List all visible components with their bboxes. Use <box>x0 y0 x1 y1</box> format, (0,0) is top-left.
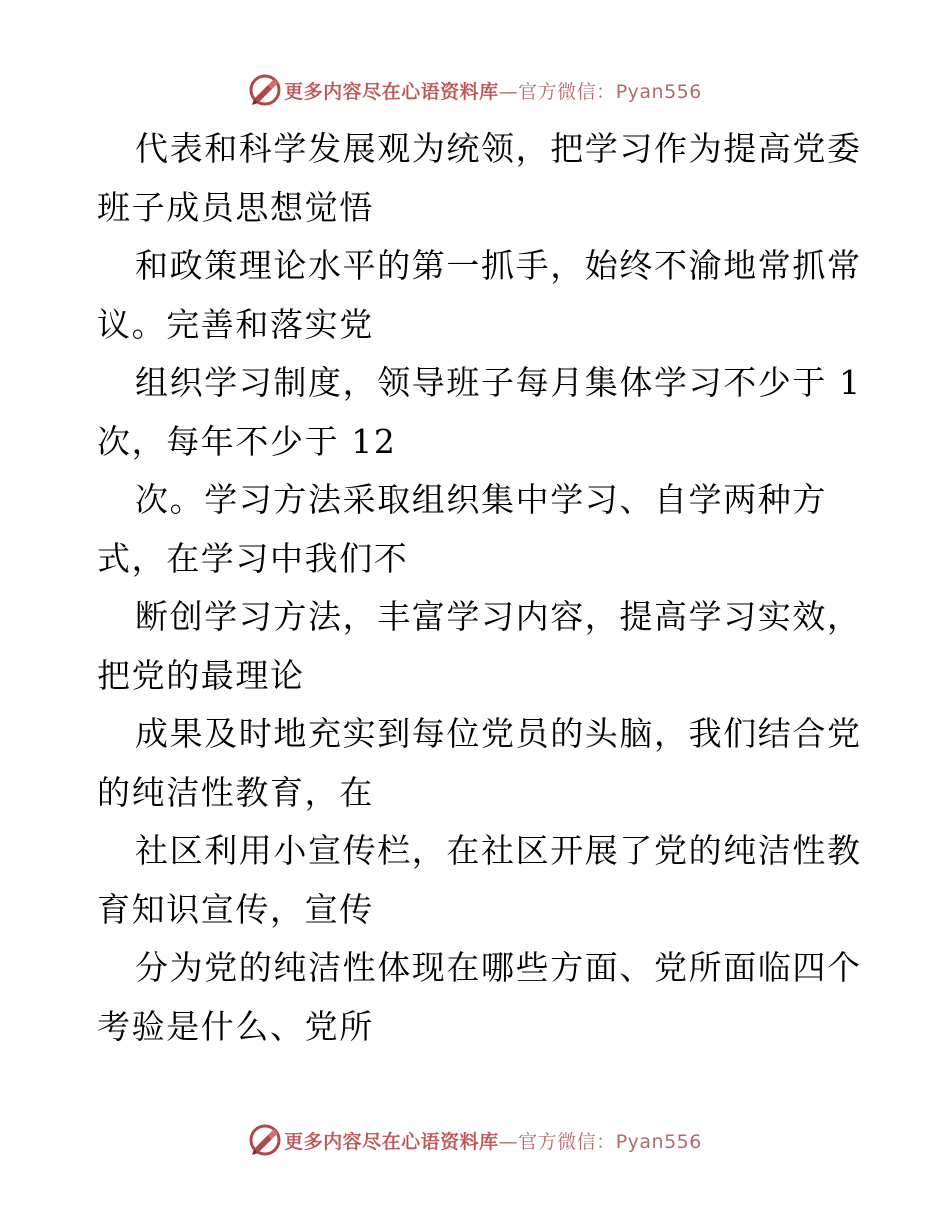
text-line: 的纯洁性教育，在 <box>97 772 374 812</box>
text-line: 把党的最理论 <box>97 655 305 695</box>
watermark-text <box>284 77 702 104</box>
text-line: 社区利用小宣传栏，在社区开展了党的纯洁性教 <box>135 831 862 870</box>
watermark-main-text: 更多内容尽在心语资料库 <box>284 80 499 103</box>
watermark-wechat-id: Pyan556 <box>615 1130 702 1153</box>
text-line: 和政策理论水平的第一抓手，始终不渝地常抓常 <box>135 246 862 285</box>
text-line: 次。学习方法采取组织集中学习、自学两种方 <box>135 480 827 519</box>
text-line: 考验是什么、党所 <box>97 1006 374 1046</box>
text-line: 代表和科学发展观为统领，把学习作为提高党委 <box>135 129 862 168</box>
watermark-main-text: 更多内容尽在心语资料库 <box>284 1130 499 1153</box>
text-line: 式，在学习中我们不 <box>97 538 409 578</box>
text-line: 次，每年不少于 12 <box>97 421 397 461</box>
pen-logo-icon <box>248 1123 282 1157</box>
text-line: 议。完善和落实党 <box>97 304 374 344</box>
text-line: 断创学习方法，丰富学习内容，提高学习实效， <box>135 597 862 636</box>
text-line: 成果及时地充实到每位党员的头脑，我们结合党 <box>135 714 862 753</box>
text-line: 组织学习制度，领导班子每月集体学习不少于 1 <box>135 363 862 402</box>
text-line: 分为党的纯洁性体现在哪些方面、党所面临四个 <box>135 948 862 987</box>
document-body <box>97 120 862 1056</box>
pen-logo-icon <box>248 73 282 107</box>
watermark-wechat-id: Pyan556 <box>615 80 702 103</box>
watermark-separator-text: —官方微信： <box>498 80 616 103</box>
header-watermark <box>0 70 950 110</box>
text-line: 班子成员思想觉悟 <box>97 187 374 227</box>
watermark-separator-text: —官方微信： <box>498 1130 616 1153</box>
footer-watermark <box>0 1120 950 1160</box>
watermark-text <box>284 1127 702 1154</box>
text-line: 育知识宣传，宣传 <box>97 889 374 929</box>
